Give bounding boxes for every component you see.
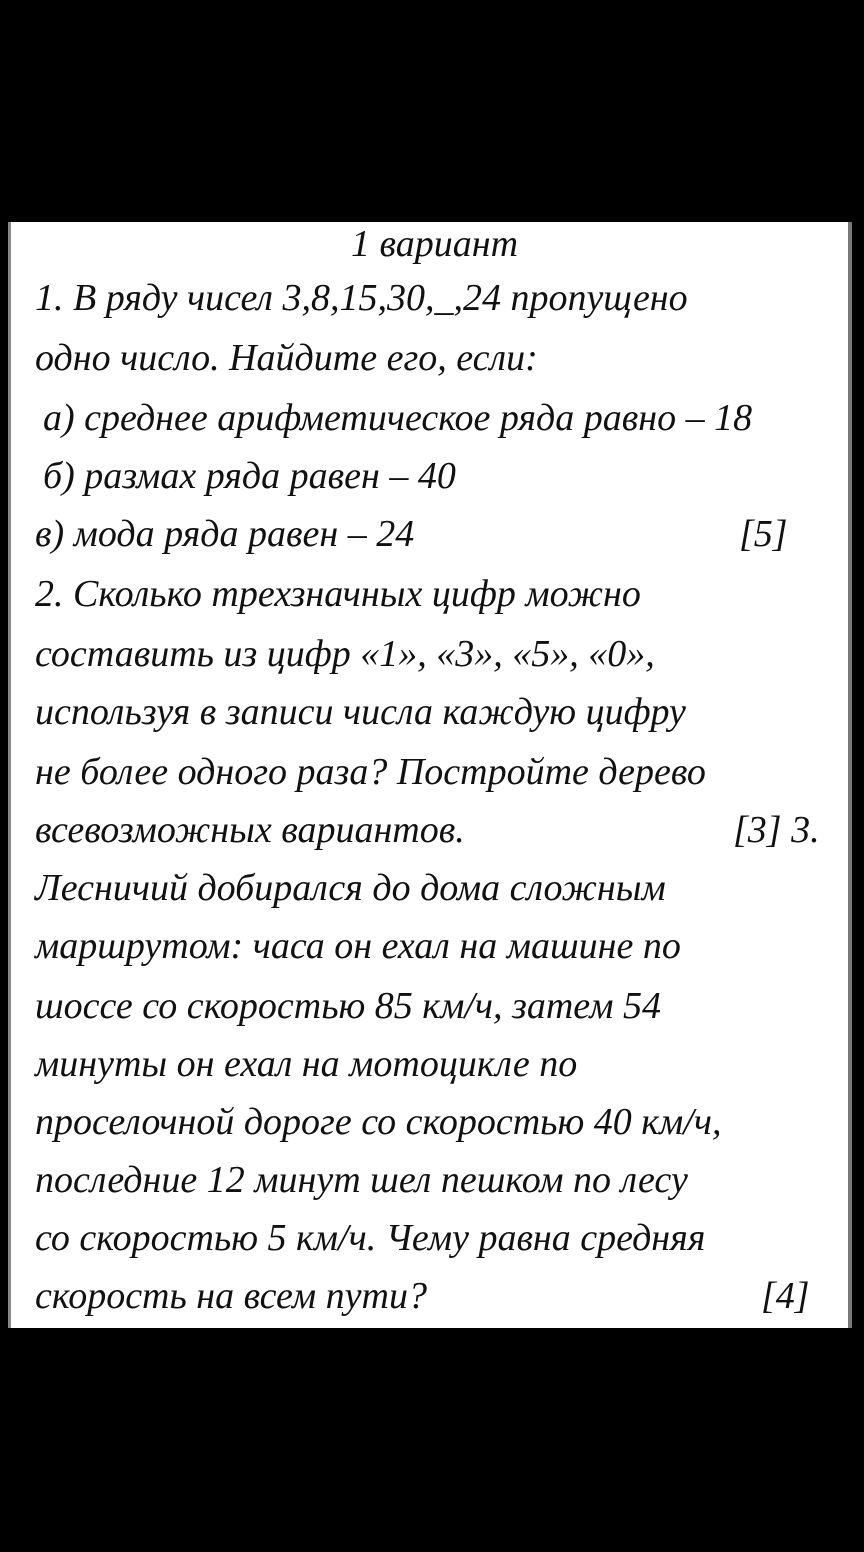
task3-line-3: шоссе со скоростью 85 км/ч, затем 54 [35, 985, 661, 1027]
task2-line-5: всевозможных вариантов. [35, 809, 465, 851]
task2-line-3: используя в записи числа каждую цифру [35, 691, 686, 733]
task1-option-a: а) среднее арифметическое ряда равно – 18 [43, 397, 753, 439]
task3-line-1: Лесничий добирался до дома сложным [35, 867, 666, 909]
variant-title: 1 вариант [351, 223, 519, 265]
task3-line-5: проселочной дороге со скоростью 40 км/ч, [35, 1101, 722, 1143]
task1-option-v: в) мода ряда равен – 24 [35, 513, 415, 555]
task1-score: [5] [739, 513, 788, 555]
task3-line-2: маршрутом: часа он ехал на машине по [35, 925, 681, 967]
task2-line-1: 2. Сколько трехзначных цифр можно [35, 573, 641, 615]
task2-line-2: составить из цифр «1», «3», «5», «0», [35, 633, 655, 675]
task3-line-8: скорость на всем пути? [35, 1275, 427, 1317]
task1-line-1: 1. В ряду чисел 3,8,15,30,_,24 пропущено [35, 277, 688, 319]
task3-line-6: последние 12 минут шел пешком по лесу [35, 1159, 688, 1201]
worksheet-page [8, 222, 852, 1328]
task3-score: [4] [761, 1275, 810, 1317]
task3-line-4: минуты он ехал на мотоцикле по [35, 1043, 578, 1085]
task2-score: [3] 3. [733, 809, 820, 851]
task2-line-4: не более одного раза? Постройте дерево [35, 751, 706, 793]
task1-line-2: одно число. Найдите его, если: [35, 337, 538, 379]
task3-line-7: со скоростью 5 км/ч. Чему равна средняя [35, 1217, 706, 1259]
task1-option-b: б) размах ряда равен – 40 [43, 455, 456, 497]
